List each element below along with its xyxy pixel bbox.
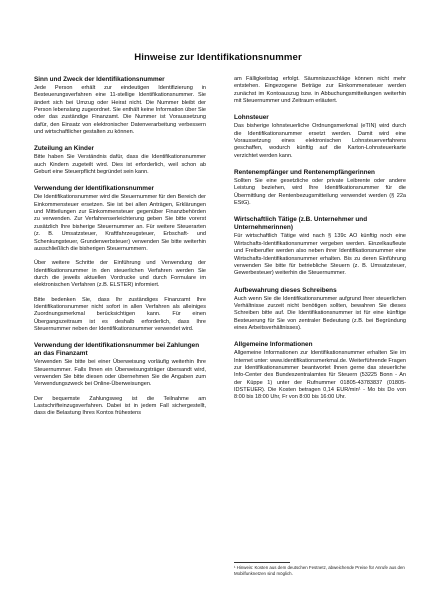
paragraph: am Fälligkeitstag erfolgt. Säumniszuschläge können nicht mehr entstehen. Eingezogene Beträge zur Einkommensteuer werden zunächst im Kontoauszug bzw. in Abbuchungsmitteilungen weiterhin mit Steuernummer und Zeitraum erläutert.	[234, 76, 406, 105]
section-heading: Verwendung der Identifikationsnummer	[34, 185, 155, 193]
section-verwendung	[34, 185, 206, 333]
paragraph: Die Identifikationsnummer wird die Steuernummer für den Bereich der Einkommensteuer ersetzen. Sie ist bei allen Anträgen, Erklärungen und Mitteilungen zur Einkommensteuer gegenüber Finanzbehörden zu verwenden. Zur Verfahrenserleichterung geben Sie bitte vorerst zusätzlich Ihre bisherige Steuernummer an. Für weitere Steuerarten (z. B. Umsatzsteuer, Kraftfahrzeugsteuer, Erbschaft- und Schenkungsteuer, Grunderwerbsteuer) verwenden Sie bitte weiterhin ausschließlich die bisherigen Steuernummern.	[34, 194, 206, 252]
section-heading: Rentenempfänger und Rentenempfängerinnen	[234, 169, 375, 177]
footnote-divider	[234, 562, 290, 563]
section-heading: Verwendung der Identifikationsnummer bei Zahlungen an das Finanzamt	[34, 342, 200, 358]
section-heading: Zuteilung an Kinder	[34, 145, 94, 153]
section-allgemeine-informationen	[234, 341, 406, 401]
paragraph: Für wirtschaftlich Tätige wird nach § 139c AO künftig noch eine Wirtschafts-Identifikationsnummer vergeben werden. Einzelkaufleute und Freiberufler werden also neben ihrer Identifikationsnummer eine Wirtschafts-Identifikationsnummer erhalten. Bis zu deren Einführung verwenden Sie bitte für betriebliche Steuern (z. B. Umsatzsteuer, Gewerbesteuer) weiterhin die Steuernummer.	[234, 233, 406, 277]
page-title: Hinweise zur Identifikationsnummer	[134, 52, 302, 63]
section-zahlungen	[34, 342, 206, 417]
paragraph: Verwenden Sie bitte bei einer Überweisung vorläufig weiterhin Ihre Steuernummer. Falls Ihnen ein Überweisungsträger übersandt wird, verwenden Sie bitte diesen oder übernehmen Sie die Angaben zum Verwendungszweck bei Online-Überweisungen.	[34, 359, 206, 388]
section-sinn-und-zweck	[34, 76, 206, 136]
left-column	[34, 76, 206, 427]
footnote: ¹ Hinweis: Kosten aus dem deutschen Festnetz, abweichende Preise für Anrufe aus den Mobilfunknetzen sind möglich.	[234, 565, 405, 576]
paragraph: Jede Person erhält zur eindeutigen Identifizierung in Besteuerungsverfahren eine 11-stellige Identifikationsnummer. Sie ändert sich bei Umzug oder Heirat nicht. Die Nummer bleibt der Person lebenslang zugeordnet. Sie enthält keine Information über Sie oder das zuständige Finanzamt. Die Nummer ist Voraussetzung dafür, den Einsatz von elektronischer Datenverarbeitung verbessern und wirtschaftlicher gestalten zu können.	[34, 85, 206, 136]
section-heading: Lohnsteuer	[234, 114, 269, 122]
section-lohnsteuer	[234, 114, 406, 160]
paragraph: Sollten Sie eine gesetzliche oder private Leibrente oder andere Leistung beziehen, wird Ihre Identifikationsnummer für die Übermittlung der Rentenbezugsmitteilung verwendet werden (§ 22a EStG).	[234, 178, 406, 207]
section-heading: Aufbewahrung dieses Schreibens	[234, 286, 337, 294]
right-column	[234, 76, 406, 411]
paragraph: Bitte haben Sie Verständnis dafür, dass die Identifikationsnummer auch Kindern zugeteilt wird. Dies ist erforderlich, weil schon ab Geburt eine Steuerpflicht begründet sein kann.	[34, 154, 206, 176]
section-aufbewahrung	[234, 287, 406, 333]
section-heading: Wirtschaftlich Tätige (z.B. Unternehmer und Unternehmerinnen)	[234, 216, 368, 232]
section-heading: Allgemeine Informationen	[234, 341, 313, 349]
section-zuteilung-kinder	[34, 145, 206, 176]
paragraph: Über weitere Schritte der Einführung und Verwendung der Identifikationsnummer in den steuerlichen Verfahren werden Sie durch die jeweils aktuellen Vordrucke und durch Formulare im elektronischen Verfahren (z.B. ELSTER) informiert.	[34, 260, 206, 289]
section-heading: Sinn und Zweck der Identifikationsnummer	[34, 76, 165, 83]
paragraph: Auch wenn Sie die Identifikationsnummer aufgrund Ihrer steuerlichen Verhältnisse zurzeit nicht benötigen sollten, bewahren Sie dieses Schreiben bitte auf. Die Identifikationsnummer ist für eine künftige Besteuerung für Sie von zentraler Bedeutung (z.B. bei Begründung eines Arbeitsverhältnisses).	[234, 295, 406, 331]
paragraph: Allgemeine Informationen zur Identifikationsnummer erhalten Sie im Internet unter: www.identifikationsmerkmal.de. Weiterführende Fragen zur Identifikationsnummer beantwortet Ihnen gerne das steuerliche Info-Center des Bundeszentralamtes für Steuern (53225 Bonn - An der Küppe 1) unter der Rufnummer 01805-43783837 (01805-IDSTEUER). Die Kosten betragen 0,14 EUR/min¹ - Mo bis Do von 8:00 bis 18:00 Uhr, Fr von 8:00 bis 16:00 Uhr.	[234, 350, 406, 401]
paragraph: Das bisherige lohnsteuerliche Ordnungsmerkmal (eTIN) wird durch die Identifikationsnummer ersetzt werden. Damit wird eine Voraussetzung eines elektronischen Lohnsteuerverfahrens geschaffen, wodurch künftig auf die Karton-Lohnsteuerkarte verzichtet werden kann.	[234, 123, 406, 159]
paragraph: Bitte bedenken Sie, dass Ihr zuständiges Finanzamt Ihre Identifikationsnummer nicht sofort in allen Verfahren als alleiniges Zuordnungsmerkmal berücksichtigen kann. Für einen Übergangszeitraum ist es deshalb erforderlich, dass Ihre Steuernummer neben der Identifikationsnummer verwendet wird.	[34, 296, 206, 332]
paragraph: Der bequemste Zahlungsweg ist die Teilnahme am Lastschrifteinzugsverfahren. Dabei ist in jedem Fall sichergestellt, dass die Belastung Ihres Kontos frühestens	[34, 395, 206, 417]
section-rentenempfaenger	[234, 169, 406, 207]
section-wirtschaftlich-taetige	[234, 216, 406, 277]
section-zahlungen-continued	[234, 76, 406, 105]
